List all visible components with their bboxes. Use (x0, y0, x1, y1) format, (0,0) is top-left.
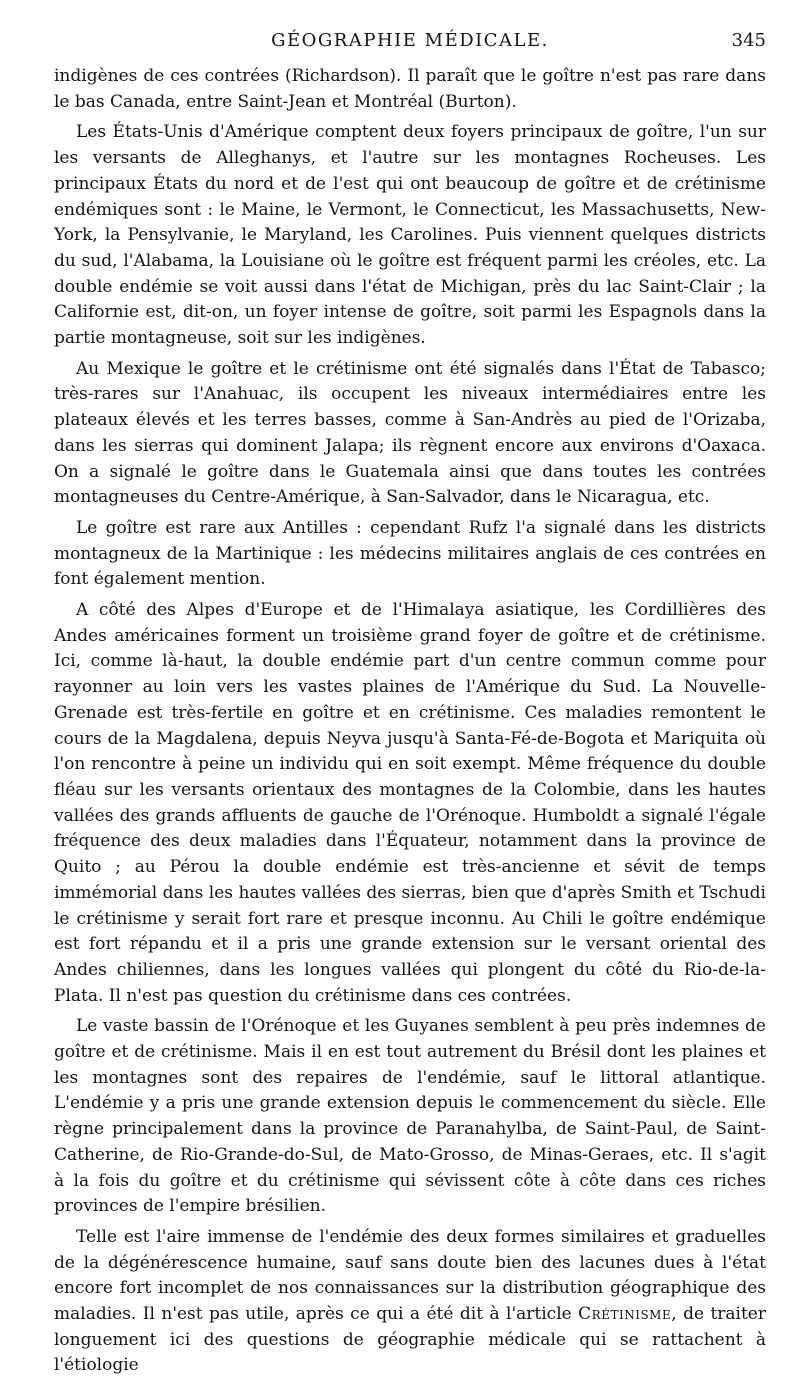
running-title: GÉOGRAPHIE MÉDICALE. (271, 30, 549, 51)
paragraph-antilles: Le goître est rare aux Antilles : cependant Rufz l'a signalé dans les districts montagneux de la Martinique : les médecins militaires anglais de ces contrées en font également mention. (54, 517, 766, 590)
paragraph-conclusion (54, 1225, 766, 1379)
page-number: 345 (731, 30, 766, 51)
paragraph-andes: A côté des Alpes d'Europe et de l'Himalaya asiatique, les Cordillières des Andes américaines forment un troisième grand foyer de goître et de crétinisme. Ici, comme là-haut, la double endémie part d'un centre commun comme pour rayonner au loin vers les vastes plaines de l'Amérique du Sud. La Nouvelle-Grenade est très-fertile en goître et en crétinisme. Ces maladies remontent le cours de la Magdalena, depuis Neyva jusqu'à Santa-Fé-de-Bogota et Mariquita où l'on rencontre à peine un individu qui en soit exempt. Même fréquence du double fléau sur les versants orientaux des montagnes de la Colombie, dans les hautes vallées des grands affluents de gauche de l'Orénoque. Humboldt a signalé l'égale fréquence des deux maladies dans l'Équateur, notamment dans la province de Quito ; au Pérou la double endémie est très-ancienne et sévit de temps immémorial dans les hautes vallées des sierras, bien que d'après Smith et Tschudi le crétinisme y serait fort rare et presque inconnu. Au Chili le goître endémique est fort répandu et il a pris une grande extension sur le versant oriental des Andes chiliennes, dans les longues vallées qui plongent du côté du Rio-de-la-Plata. Il n'est pas question du crétinisme dans ces contrées. (54, 600, 766, 1006)
paragraph-bresil: Le vaste bassin de l'Orénoque et les Guyanes semblent à peu près indemnes de goître et de crétinisme. Mais il en est tout autrement du Brésil dont les plaines et les montagnes sont des repaires de l'endémie, sauf le littoral atlantique. L'endémie y a pris une grande extension depuis le commencement du siècle. Elle règne principalement dans la province de Paranahylba, de Saint-Paul, de Saint-Catherine, de Rio-Grande-do-Sul, de Mato-Grosso, de Minas-Geraes, etc. Il s'agit à la fois du goître et du crétinisme qui sévissent côte à côte dans ces riches provinces de l'empire brésilien. (54, 1016, 766, 1217)
text-body (54, 64, 766, 1379)
conclusion-text-before: Telle est l'aire immense de l'endémie des deux formes similaires et graduelles de la dégénérescence humaine, sauf sans doute bien des lacunes dues à l'état encore fort incomplet de nos connaissances sur la distribution géographique des maladies. Il n'est pas utile, après ce qui a été dit à l'article (54, 1226, 766, 1325)
document-page (54, 26, 766, 1384)
article-reference-cretinisme: Crétinisme (578, 1304, 672, 1325)
paragraph-continued: indigènes de ces contrées (Richardson). Il paraît que le goître n'est pas rare dans le bas Canada, entre Saint-Jean et Montréal (Burton). (54, 66, 766, 112)
paragraph-etats-unis: Les États-Unis d'Amérique comptent deux foyers principaux de goître, l'un sur les versants de Alleghanys, et l'autre sur les montagnes Rocheuses. Les principaux États du nord et de l'est qui ont beaucoup de goître et de crétinisme endémiques sont : le Maine, le Vermont, le Connecticut, les Massachusetts, New-York, la Pensylvanie, le Maryland, les Carolines. Puis viennent quelques districts du sud, l'Alabama, la Louisiane où le goître est fréquent parmi les créoles, etc. La double endémie se voit aussi dans l'état de Michigan, près du lac Saint-Clair ; la Californie est, dit-on, un foyer intense de goître, soit parmi les Espagnols dans la partie montagneuse, soit sur les indigènes. (54, 122, 766, 349)
paragraph-mexique: Au Mexique le goître et le crétinisme ont été signalés dans l'État de Tabasco; très-rares sur l'Anahuac, ils occupent les niveaux intermédiaires entre les plateaux élevés et les terres basses, comme à San-Andrès au pied de l'Orizaba, dans les sierras qui dominent Jalapa; ils règnent encore aux environs d'Oaxaca. On a signalé le goître dans le Guatemala ainsi que dans toutes les contrées montagneuses du Centre-Amérique, à San-Salvador, dans le Nicaragua, etc. (54, 358, 766, 508)
page-header (54, 26, 766, 56)
conclusion-text-after: , de traiter longuement ici des questions de géographie médicale qui se rattachent à l'étiologie (54, 1304, 766, 1376)
